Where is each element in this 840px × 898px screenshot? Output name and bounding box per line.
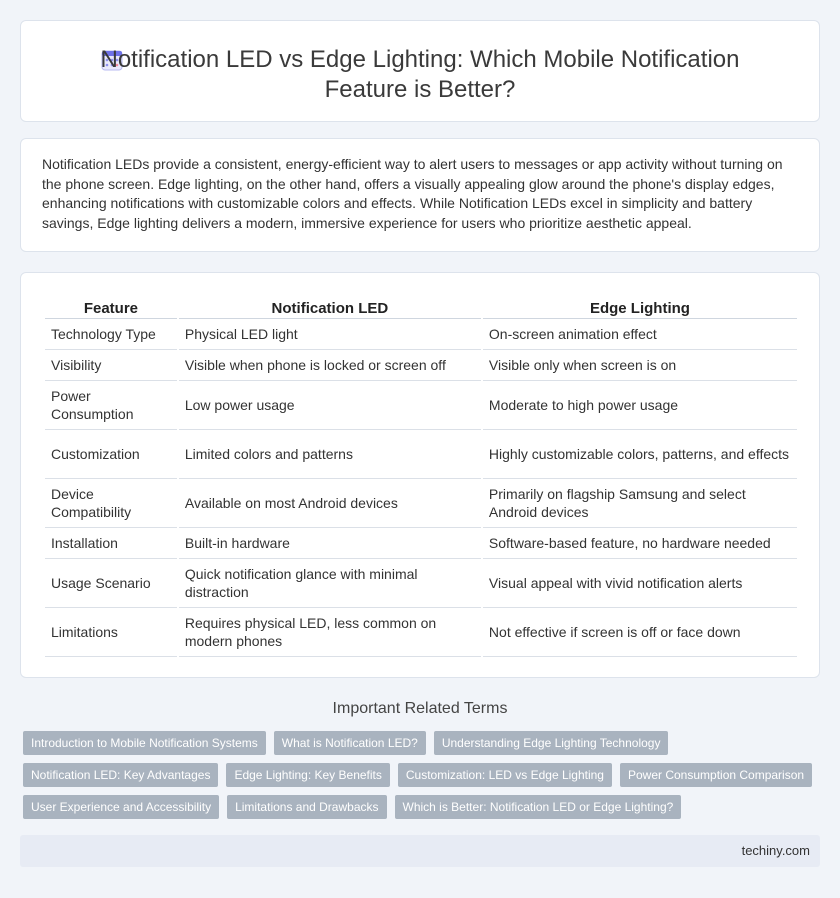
cell-feature: Usage Scenario <box>45 559 177 608</box>
cell-feature: Limitations <box>45 608 177 657</box>
cell-notification-led: Requires physical LED, less common on modern phones <box>179 608 481 657</box>
cell-feature: Installation <box>45 528 177 559</box>
intro-card <box>20 138 820 252</box>
cell-notification-led: Limited colors and patterns <box>179 430 481 479</box>
tag-link[interactable]: What is Notification LED? <box>274 731 426 755</box>
table-row <box>45 559 797 608</box>
table-row <box>45 350 797 381</box>
intro-text: Notification LEDs provide a consistent, energy-efficient way to alert users to messages or app activity without turning on the phone screen. Edge lighting, on the other hand, offers a visually appealing glow around the phone's display edges, enhancing notifications with customizable colors and effects. While Notification LEDs excel in simplicity and battery savings, Edge lighting delivers a modern, immersive experience for users who prioritize aesthetic appeal. <box>42 156 783 231</box>
tag-link[interactable]: Which is Better: Notification LED or Edge Lighting? <box>395 795 682 819</box>
footer-site-link[interactable]: techiny.com <box>741 843 810 858</box>
tag-link[interactable]: Power Consumption Comparison <box>620 763 812 787</box>
table-row <box>45 608 797 657</box>
related-terms-tags <box>23 731 823 827</box>
tag-link[interactable]: Limitations and Drawbacks <box>227 795 386 819</box>
cell-notification-led: Available on most Android devices <box>179 479 481 528</box>
cell-feature: Visibility <box>45 350 177 381</box>
cell-edge-lighting: Visible only when screen is on <box>483 350 797 381</box>
cell-edge-lighting: Primarily on flagship Samsung and select Android devices <box>483 479 797 528</box>
tag-link[interactable]: Edge Lighting: Key Benefits <box>226 763 389 787</box>
table-row <box>45 381 797 430</box>
table-header-row <box>45 295 797 319</box>
tag-link[interactable]: User Experience and Accessibility <box>23 795 219 819</box>
cell-notification-led: Physical LED light <box>179 319 481 350</box>
table-row <box>45 319 797 350</box>
cell-feature: Power Consumption <box>45 381 177 430</box>
cell-edge-lighting: Highly customizable colors, patterns, and effects <box>483 430 797 479</box>
header-notification-led: Notification LED <box>179 295 481 319</box>
cell-feature: Device Compatibility <box>45 479 177 528</box>
comparison-table <box>43 295 799 657</box>
cell-edge-lighting: Moderate to high power usage <box>483 381 797 430</box>
tag-link[interactable]: Understanding Edge Lighting Technology <box>434 731 669 755</box>
tag-link[interactable]: Introduction to Mobile Notification Systems <box>23 731 266 755</box>
page-title: Notification LED vs Edge Lighting: Which Mobile Notification Feature is Better? <box>100 46 740 103</box>
cell-notification-led: Quick notification glance with minimal distraction <box>179 559 481 608</box>
comparison-card <box>20 272 820 678</box>
title-card <box>20 20 820 122</box>
table-row <box>45 528 797 559</box>
footer <box>20 835 820 867</box>
cell-feature: Technology Type <box>45 319 177 350</box>
cell-edge-lighting: Not effective if screen is off or face down <box>483 608 797 657</box>
cell-edge-lighting: On-screen animation effect <box>483 319 797 350</box>
table-row <box>45 430 797 479</box>
tag-link[interactable]: Customization: LED vs Edge Lighting <box>398 763 612 787</box>
cell-edge-lighting: Software-based feature, no hardware needed <box>483 528 797 559</box>
tag-link[interactable]: Notification LED: Key Advantages <box>23 763 218 787</box>
related-terms-heading: Important Related Terms <box>332 700 508 717</box>
cell-notification-led: Visible when phone is locked or screen off <box>179 350 481 381</box>
cell-feature: Customization <box>45 430 177 479</box>
header-feature: Feature <box>45 295 177 319</box>
table-row <box>45 479 797 528</box>
cell-notification-led: Low power usage <box>179 381 481 430</box>
cell-notification-led: Built-in hardware <box>179 528 481 559</box>
header-edge-lighting: Edge Lighting <box>483 295 797 319</box>
cell-edge-lighting: Visual appeal with vivid notification alerts <box>483 559 797 608</box>
